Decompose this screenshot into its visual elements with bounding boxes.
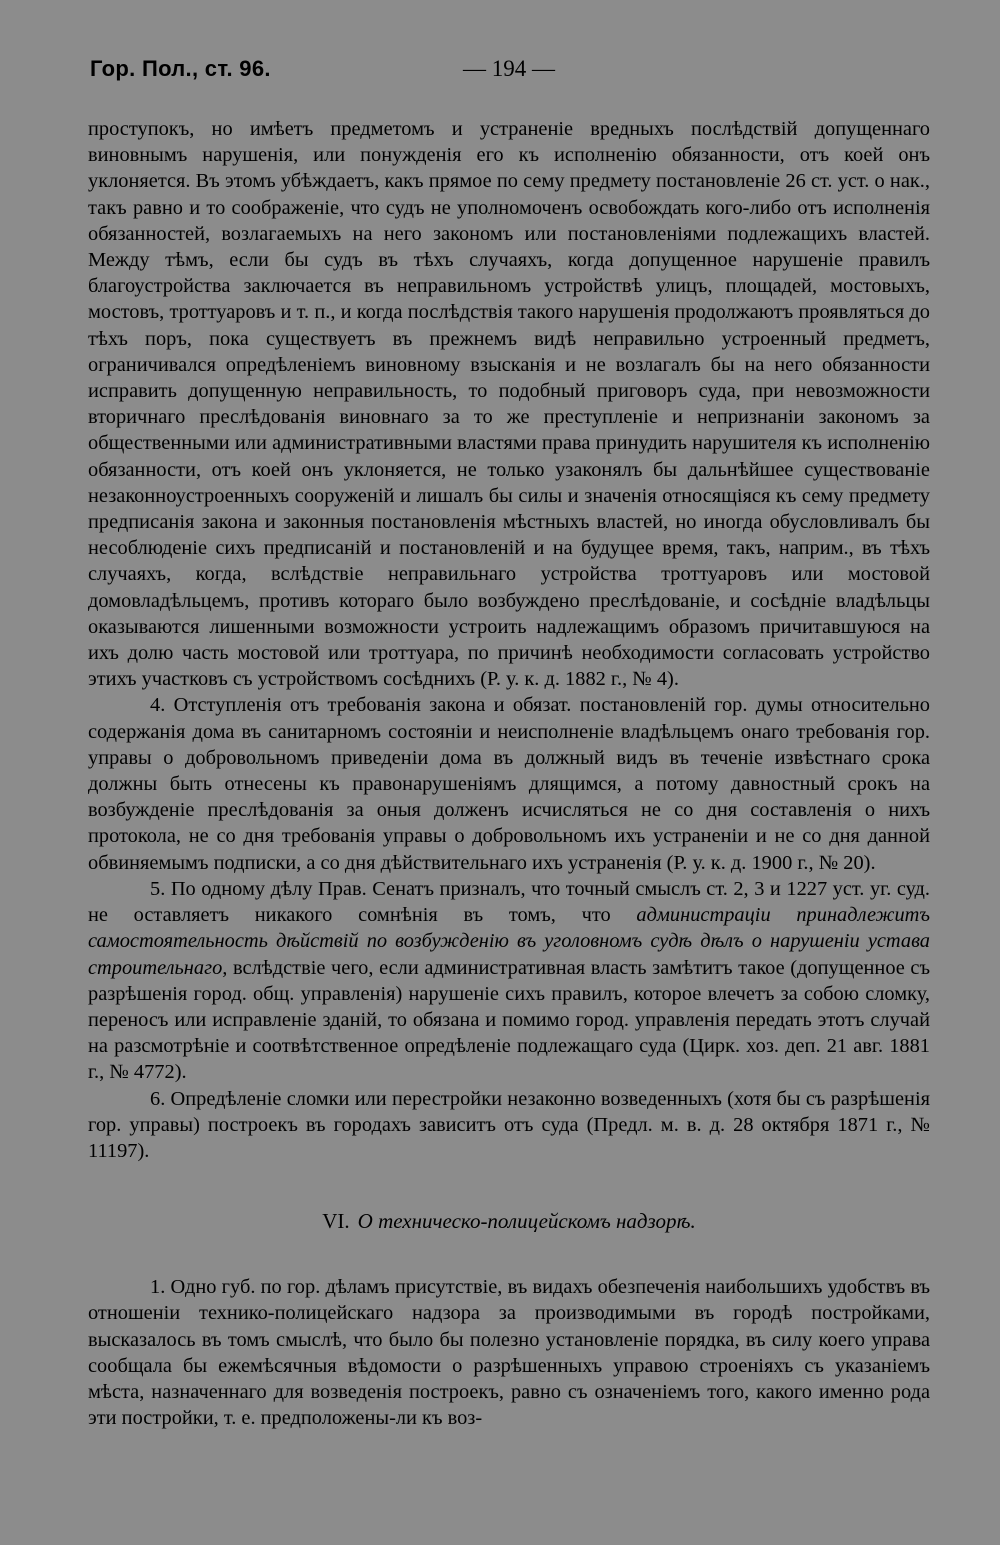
page-number: — 194 —: [463, 56, 555, 81]
paragraph-6: 6. Опредѣленіе сломки или перестройки незаконно возведенныхъ (хотя бы съ разрѣшенія гор. управы) построекъ въ городахъ зависитъ отъ суда (Предл. м. в. д. 28 октября 1871 г., № 11197).: [88, 1087, 930, 1162]
running-header: Гор. Пол., ст. 96.: [90, 56, 271, 81]
paragraph-4: 4. Отступленія отъ требованія закона и обязат. постановленій гор. думы относительно содержанія дома въ санитарномъ состояніи и неисполненіе владѣльцемъ онаго требованія гор. управы о добровольномъ приведеніи дома въ должный видъ въ теченіе извѣстнаго срока должны быть отнесены къ правонарушеніямъ длящимся, а потому давностный срокъ на возбужденіе преслѣдованія за оныя долженъ исчисляться не со дня составленія о нихъ протокола, не со дня требованія управы о добровольномъ ихъ устраненіи и не со дня данной обвиняемымъ подписки, а со дня дѣйствительнаго ихъ устраненія (Р. у. к. д. 1900 г., № 20).: [88, 694, 930, 874]
section-paragraph-1: 1. Одно губ. по гор. дѣламъ присутствіе, въ видахъ обезпеченія наибольшихъ удобствъ въ отношеніи технико-полицейскаго надзора за производимыми въ городѣ постройками, высказалось въ томъ смыслѣ, что было бы полезно установленіе порядка, въ силу коего управа сообщала бы ежемѣсячныя вѣдомости о разрѣшенныхъ управою строеніяхъ съ указаніемъ мѣста, назначеннаго для возведенія построекъ, равно съ означеніемъ того, какого именно рода эти постройки, т. е. предположены-ли къ воз-: [88, 1276, 930, 1430]
paragraph-5: [88, 876, 930, 1086]
paragraph-5-tail: вслѣдствіе чего, если административная власть замѣтитъ такое (допущенное съ разрѣшенія город. общ. управленія) нарушеніе сихъ правилъ, которое влечетъ за собою сломку, переносъ или исправленіе зданій, то обязана и помимо город. управленія передать этотъ случай на разсмотрѣніе и соотвѣтственное опредѣленіе подлежащаго суда (Цирк. хоз. деп. 21 авг. 1881 г., № 4772).: [88, 956, 930, 1084]
body-text: [88, 116, 930, 1431]
section-number: VI.: [322, 1209, 350, 1234]
paragraph-continuation: проступокъ, но имѣетъ предметомъ и устраненіе вредныхъ послѣдствій допущеннаго виновнымъ нарушенія, или понужденія его къ исполненію обязанности, отъ коей онъ уклоняется. Въ этомъ убѣждаетъ, какъ прямое по сему предмету постановленіе 26 ст. уст. о нак., такъ равно и то соображеніе, что судъ не уполномоченъ освобождать кого-либо отъ исполненія обязанностей, возлагаемыхъ на него закономъ или постановленіями подлежащихъ властей. Между тѣмъ, если бы судъ въ тѣхъ случаяхъ, когда допущенное нарушеніе правилъ благоустройства заключается въ неправильномъ устройствѣ улицъ, площадей, мостовыхъ, мостовъ, троттуаровъ и т. п., и когда послѣдствія такого нарушенія продолжаютъ проявляться до тѣхъ поръ, пока существуетъ въ прежнемъ видѣ неправильно устроенный предметъ, ограничивался опредѣленіемъ виновному взысканія и не возлагалъ бы на него обязанности исправить допущенную неправильность, то подобный приговоръ суда, при невозможности вторичнаго преслѣдованія виновнаго за то же преступленіе и непризнаніи закономъ за общественными или административными властями права принудить нарушителя къ исполненію обязанности, отъ коей онъ уклоняется, не только узаконялъ бы дальнѣйшее существованіе незаконноустроенныхъ сооруженій и лишалъ бы силы и значенія относящіяся къ сему предмету предписанія закона и законныя постановленія мѣстныхъ властей, но иногда обусловливалъ бы несоблюденіе сихъ предписаній и постановленій и на будущее время, такъ, наприм., въ тѣхъ случаяхъ, когда, вслѣдствіе неправильнаго устройства троттуаровъ или мостовой домовладѣльцемъ, противъ котораго было возбуждено преслѣдованіе, и сосѣдніе владѣльцы оказываются лишенными возможности устроить надлежащимъ образомъ причитавшуюся на ихъ долю часть мостовой или троттуара, по причинѣ необходимости согласовать устройство этихъ участковъ съ устройствомъ сосѣднихъ (Р. у. к. д. 1882 г., № 4).: [88, 118, 930, 691]
paragraph-5-lead: 5. По одному дѣлу Прав. Сенатъ призналъ, что точный смыслъ ст. 2, 3 и 1227 уст. уг. суд. не оставляетъ никакого сомнѣнія въ томъ, что: [88, 877, 930, 927]
paragraph-5-emphasis: администраціи принадлежитъ самостоятельность дѣйствій по возбужденію въ уголовномъ судѣ дѣлъ о нарушеніи устава строительнаго,: [88, 904, 930, 979]
section-heading: [88, 1208, 930, 1234]
section-title: О техническо-полицейскомъ надзорѣ.: [357, 1209, 696, 1234]
